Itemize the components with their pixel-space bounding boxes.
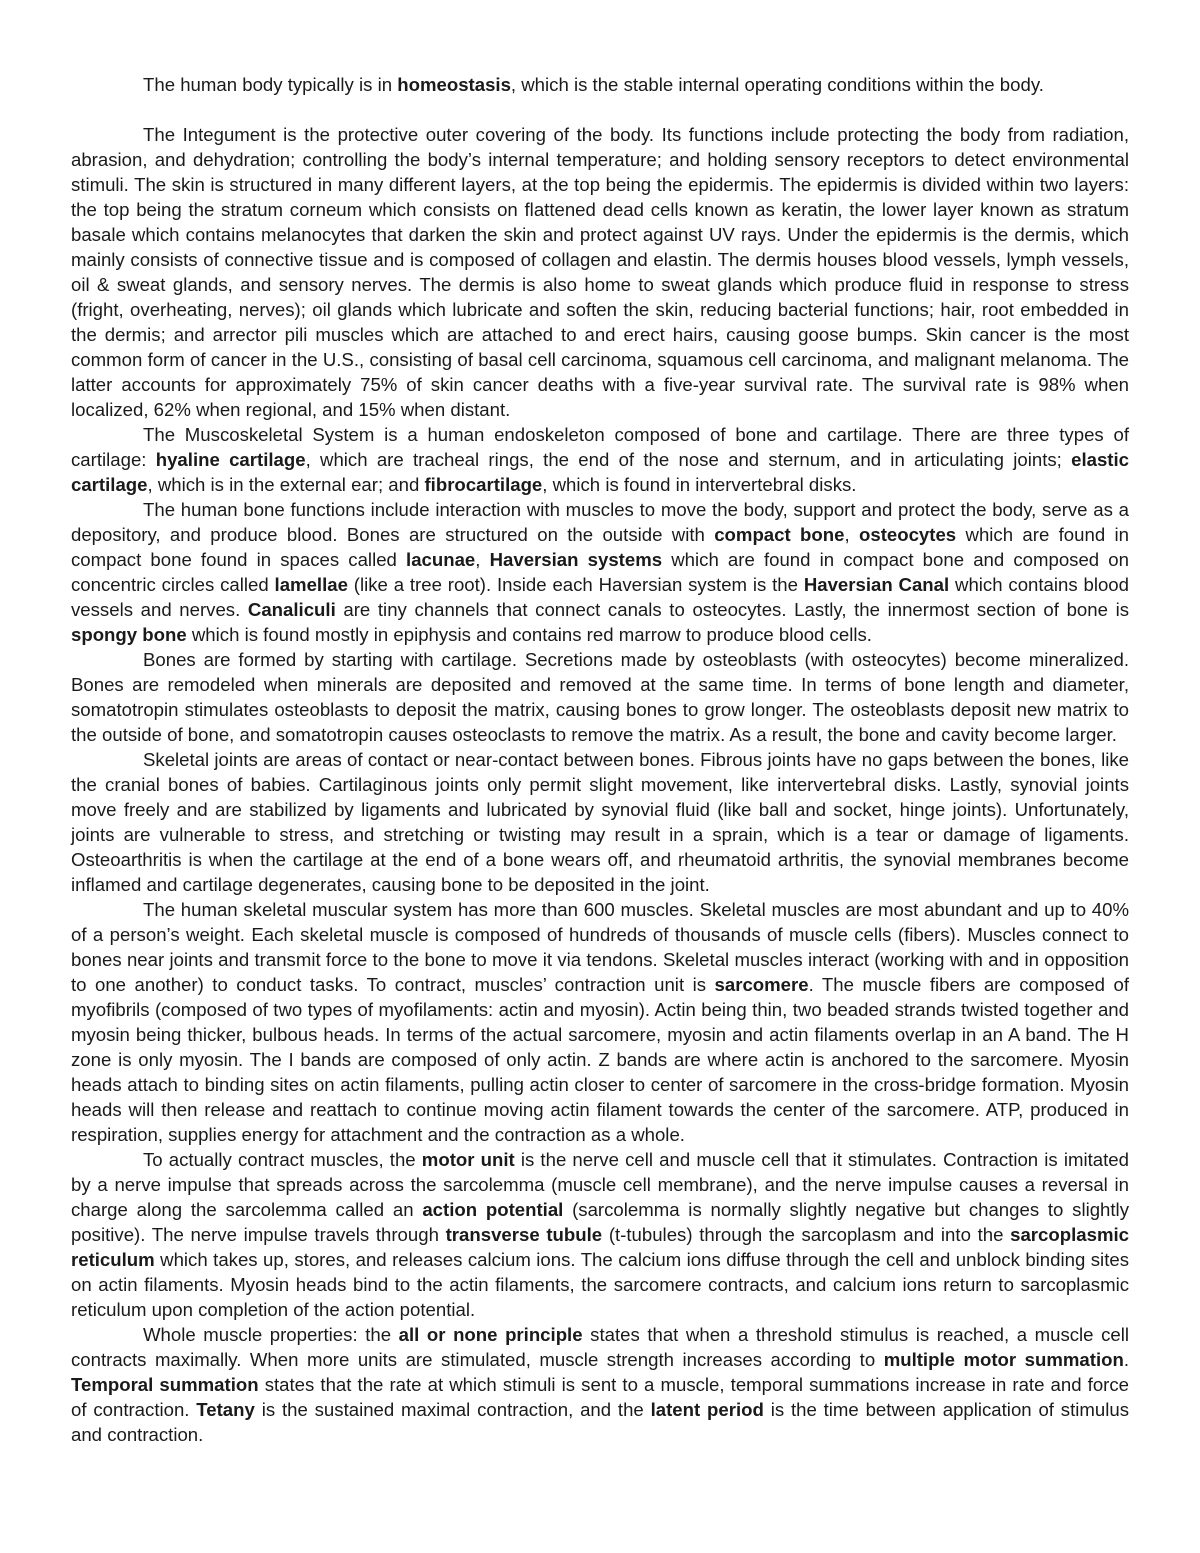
text-run: To actually contract muscles, the bbox=[143, 1149, 422, 1170]
bold-term: hyaline cartilage bbox=[155, 449, 306, 470]
bold-term: spongy bone bbox=[71, 624, 187, 645]
bold-term: action potential bbox=[422, 1199, 564, 1220]
bold-term: sarcomere bbox=[714, 974, 809, 995]
text-run: , which is the stable internal operating conditions within the body. bbox=[510, 74, 1044, 95]
body-paragraph bbox=[71, 897, 1129, 1147]
bold-term: all or none principle bbox=[398, 1324, 583, 1345]
bold-term: Haversian systems bbox=[489, 549, 663, 570]
body-paragraph bbox=[71, 1322, 1129, 1447]
text-run: The Integument is the protective outer covering of the body. Its functions include protecting the body from radiation, abrasion, and dehydration; controlling the body’s internal temperature; and holding sensory receptors to detect environmental stimuli. The skin is structured in many different layers, at the top being the epidermis. The epidermis is divided within two layers: the top being the stratum corneum which consists on flattened dead cells known as keratin, the lower layer known as stratum basale which contains melanocytes that darken the skin and protect against UV rays. Under the epidermis is the dermis, which mainly consists of connective tissue and is composed of collagen and elastin. The dermis houses blood vessels, lymph vessels, oil & sweat glands, and sensory nerves. The dermis is also home to sweat glands which produce fluid in response to stress (fright, overheating, nerves); oil glands which lubricate and soften the skin, reducing bacterial functions; hair, root embedded in the dermis; and arrector pili muscles which are attached to and erect hairs, causing goose bumps. Skin cancer is the most common form of cancer in the U.S., consisting of basal cell carcinoma, squamous cell carcinoma, and malignant melanoma. The latter accounts for approximately 75% of skin cancer deaths with a five-year survival rate. The survival rate is 98% when localized, 62% when regional, and 15% when distant. bbox=[71, 124, 1129, 420]
bold-term: sarcoplasmic reticulum bbox=[71, 1224, 1129, 1270]
text-run: which is found mostly in epiphysis and contains red marrow to produce blood cells. bbox=[186, 624, 872, 645]
text-run: , bbox=[844, 524, 859, 545]
text-run: The human body typically is in bbox=[143, 74, 398, 95]
text-run: . The muscle fibers are composed of myofibrils (composed of two types of myofilaments: actin and myosin). Actin being thin, two beaded strands twisted together and myosin being thicker, bulbous heads. In terms of the actual sarcomere, myosin and actin filaments overlap in an A band. The H zone is only myosin. The I bands are composed of only actin. Z bands are where actin is anchored to the sarcomere. Myosin heads attach to binding sites on actin filaments, pulling actin closer to center of sarcomere in the cross-bridge formation. Myosin heads will then release and reattach to continue moving actin filament towards the center of the sarcomere. ATP, produced in respiration, supplies energy for attachment and the contraction as a whole. bbox=[71, 974, 1129, 1145]
bold-term: motor unit bbox=[421, 1149, 515, 1170]
bold-term: latent period bbox=[650, 1399, 764, 1420]
text-run: The human skeletal muscular system has more than 600 muscles. Skeletal muscles are most abundant and up to 40% of a person’s weight. Each skeletal muscle is composed of hundreds of thousands of muscle cells (fibers). Muscles connect to bones near joints and transmit force to the bone to move it via tendons. Skeletal muscles interact (working with and in opposition to one another) to conduct tasks. To contract, muscles’ contraction unit is bbox=[71, 899, 1129, 995]
text-run: The Muscoskeletal System is a human endoskeleton composed of bone and cartilage. There are three types of cartilage: bbox=[71, 424, 1129, 470]
text-run: are tiny channels that connect canals to osteocytes. Lastly, the innermost section of bone is bbox=[335, 599, 1129, 620]
body-paragraph bbox=[71, 1147, 1129, 1322]
bold-term: lamellae bbox=[274, 574, 348, 595]
text-run: is the nerve cell and muscle cell that it stimulates. Contraction is imitated by a nerve impulse that spreads across the sarcolemma (muscle cell membrane), and the nerve impulse causes a reversal in charge along the sarcolemma called an bbox=[71, 1149, 1129, 1220]
text-run: is the time between application of stimulus and contraction. bbox=[71, 1399, 1129, 1445]
text-run: , which are tracheal rings, the end of the nose and sternum, and in articulating joints; bbox=[305, 449, 1072, 470]
text-run: which are found in compact bone and composed on concentric circles called bbox=[71, 549, 1129, 595]
text-run: (sarcolemma is normally slightly negative but changes to slightly positive). The nerve impulse travels through bbox=[71, 1199, 1129, 1245]
bold-term: Temporal summation bbox=[71, 1374, 259, 1395]
bold-term: Tetany bbox=[196, 1399, 255, 1420]
bold-term: Canaliculi bbox=[247, 599, 336, 620]
text-run: , which is in the external ear; and bbox=[147, 474, 425, 495]
bold-term: lacunae bbox=[406, 549, 476, 570]
bold-term: compact bone bbox=[714, 524, 845, 545]
body-paragraph bbox=[71, 747, 1129, 897]
body-paragraph bbox=[71, 72, 1129, 97]
text-run: . bbox=[1123, 1349, 1129, 1370]
bold-term: elastic cartilage bbox=[71, 449, 1129, 495]
text-run: Whole muscle properties: the bbox=[143, 1324, 399, 1345]
text-run: (t-tubules) through the sarcoplasm and into the bbox=[602, 1224, 1011, 1245]
bold-term: osteocytes bbox=[859, 524, 957, 545]
body-paragraph bbox=[71, 497, 1129, 647]
text-run: Bones are formed by starting with cartilage. Secretions made by osteoblasts (with osteocytes) become mineralized. Bones are remodeled when minerals are deposited and removed at the same time. In terms of bone length and diameter, somatotropin stimulates osteoblasts to deposit the matrix, causing bones to grow longer. The osteoblasts deposit new matrix to the outside of bone, and somatotropin causes osteoclasts to remove the matrix. As a result, the bone and cavity become larger. bbox=[71, 649, 1129, 745]
text-run: is the sustained maximal contraction, and the bbox=[254, 1399, 651, 1420]
body-paragraph bbox=[71, 122, 1129, 422]
text-run: which are found in compact bone found in spaces called bbox=[71, 524, 1130, 570]
text-run: The human bone functions include interaction with muscles to move the body, support and protect the body, serve as a depository, and produce blood. Bones are structured on the outside with bbox=[71, 499, 1129, 545]
text-run: Skeletal joints are areas of contact or near-contact between bones. Fibrous joints have no gaps between the bones, like the cranial bones of babies. Cartilaginous joints only permit slight movement, like intervertebral disks. Lastly, synovial joints move freely and are stabilized by ligaments and lubricated by synovial fluid (like ball and socket, hinge joints). Unfortunately, joints are vulnerable to stress, and stretching or twisting may result in a sprain, which is a tear or damage of ligaments. Osteoarthritis is when the cartilage at the end of a bone wears off, and rheumatoid arthritis, the synovial membranes become inflamed and cartilage degenerates, causing bone to be deposited in the joint. bbox=[71, 749, 1129, 895]
text-run: , bbox=[475, 549, 490, 570]
bold-term: multiple motor summation bbox=[883, 1349, 1124, 1370]
body-paragraph bbox=[71, 647, 1129, 747]
text-run: states that when a threshold stimulus is reached, a muscle cell contracts maximally. When more units are stimulated, muscle strength increases according to bbox=[71, 1324, 1129, 1370]
bold-term: transverse tubule bbox=[445, 1224, 603, 1245]
text-run: , which is found in intervertebral disks. bbox=[542, 474, 857, 495]
bold-term: Haversian Canal bbox=[803, 574, 950, 595]
text-run: which contains blood vessels and nerves. bbox=[71, 574, 1129, 620]
bold-term: fibrocartilage bbox=[424, 474, 543, 495]
bold-term: homeostasis bbox=[397, 74, 511, 95]
body-paragraph bbox=[71, 422, 1129, 497]
text-run: which takes up, stores, and releases calcium ions. The calcium ions diffuse through the cell and unblock binding sites on actin filaments. Myosin heads bind to the actin filaments, the sarcomere contracts, and calcium ions return to sarcoplasmic reticulum upon completion of the action potential. bbox=[71, 1249, 1129, 1320]
text-run: (like a tree root). Inside each Haversian system is the bbox=[347, 574, 804, 595]
text-run: states that the rate at which stimuli is sent to a muscle, temporal summations increase in rate and force of contraction. bbox=[71, 1374, 1129, 1420]
